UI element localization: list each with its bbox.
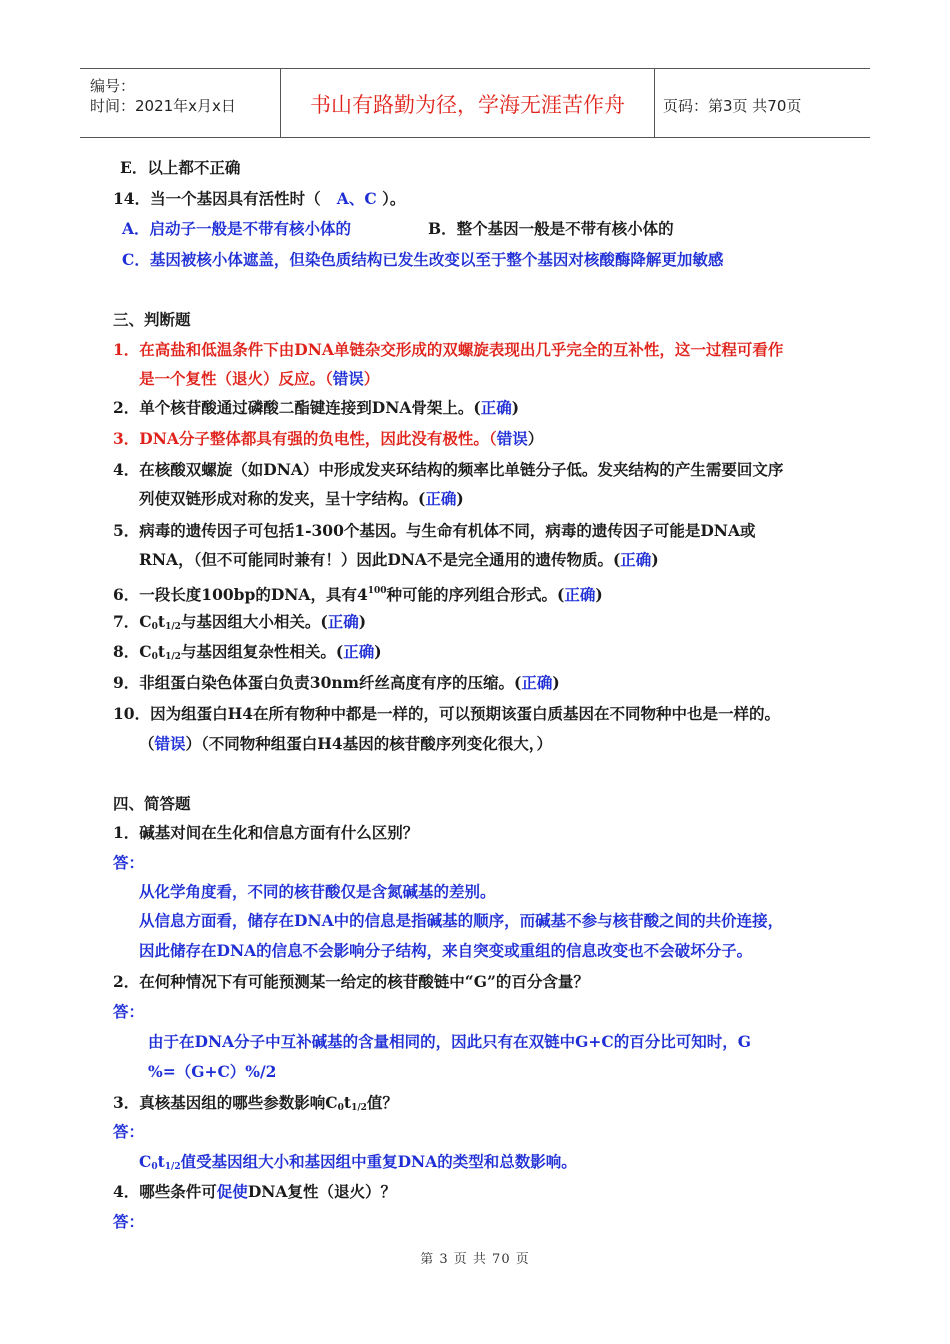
choice-b: B．整个基因一般是不带有核小体的 xyxy=(428,219,674,238)
tf-answer: 正确 xyxy=(620,550,652,569)
tf-item-text: 2．单个核苷酸通过磷酸二酯键连接到DNA骨架上。( xyxy=(113,398,481,417)
header-motto: 书山有路勤为径，学海无涯苦作舟 xyxy=(310,93,625,117)
subscript: 1/2 xyxy=(351,1103,367,1113)
header-page-cell xyxy=(655,69,870,137)
t-symbol: t xyxy=(343,1093,352,1112)
tf-answer: 正确 xyxy=(564,585,596,604)
tf-item-2 xyxy=(113,398,519,418)
tf-item-1-line-1: 1．在高盐和低温条件下由DNA单链杂交形成的双螺旋表现出几乎完全的互补性，这一过程可看作 xyxy=(113,340,784,359)
tf-item-5-line-2 xyxy=(139,550,659,570)
question-close: ）。 xyxy=(382,189,406,208)
sa-answer-2-line-1: 由于在DNA分子中互补碱基的含量相同的，因此只有在双链中G+C的百分比可知时，G xyxy=(148,1032,751,1051)
question-end: DNA复性（退火）？ xyxy=(247,1182,396,1201)
tf-item-text: 列使双链形成对称的发夹，呈十字结构。( xyxy=(139,489,426,508)
tf-item-text: 与基因组大小相关。( xyxy=(180,612,328,631)
document-header xyxy=(80,68,870,138)
tf-item-5-line-1: 5．病毒的遗传因子可包括1-300个基因。与生命有机体不同，病毒的遗传因子可能是DNA或 xyxy=(113,521,756,540)
tf-close: ) xyxy=(595,585,603,604)
answer-label: 答： xyxy=(113,1122,145,1141)
sa-question-3 xyxy=(113,1093,398,1118)
subscript: 0 xyxy=(151,1162,158,1172)
tf-close: ) xyxy=(651,550,659,569)
sa-answer-3 xyxy=(139,1152,577,1177)
t-symbol: t xyxy=(157,1152,165,1171)
tf-item-text: 与基因组复杂性相关。( xyxy=(180,642,344,661)
tf-answer: 错误 xyxy=(496,429,528,448)
tf-answer: 正确 xyxy=(521,673,553,692)
tf-answer: 正确 xyxy=(327,612,359,631)
tf-close: ） xyxy=(363,369,380,388)
tf-item-note: ）（不同物种组蛋白H4基因的核苷酸序列变化很大，） xyxy=(185,734,552,753)
t-symbol: t xyxy=(157,642,166,661)
header-page-info: 页码：第3页 共70页 xyxy=(663,97,802,115)
tf-answer: 错误 xyxy=(154,734,186,753)
subscript: 0 xyxy=(337,1103,344,1113)
section-heading-true-false: 三、判断题 xyxy=(113,310,191,329)
header-motto-cell xyxy=(281,69,655,137)
choice-c: C．基因被核小体遮盖，但染色质结构已发生改变以至于整个基因对核酸酶降解更加敏感 xyxy=(122,250,724,269)
t-symbol: t xyxy=(157,612,166,631)
answer-label: 答： xyxy=(113,1212,145,1231)
tf-item-text: 是一个复性（退火）反应。（ xyxy=(139,369,333,388)
tf-item-7 xyxy=(113,612,366,637)
sa-question-4 xyxy=(113,1182,396,1202)
exponent: 100 xyxy=(367,586,387,596)
tf-item-4-line-1: 4．在核酸双螺旋（如DNA）中形成发夹环结构的频率比单链分子低。发夹结构的产生需要回文序 xyxy=(113,460,784,479)
question-highlight: 促使 xyxy=(216,1182,248,1201)
section-heading-short-answer: 四、简答题 xyxy=(113,794,191,813)
tf-item-8 xyxy=(113,642,382,667)
tf-close: ) xyxy=(456,489,464,508)
tf-close: ） xyxy=(527,429,544,448)
tf-item-10-line-2 xyxy=(139,734,552,754)
c-symbol: C xyxy=(139,1152,152,1171)
sa-answer-1-line-2: 从信息方面看，储存在DNA中的信息是指碱基的顺序，而碱基不参与核苷酸之间的共价连接， xyxy=(139,911,784,930)
tf-answer: 错误 xyxy=(332,369,364,388)
tf-close: ) xyxy=(374,642,382,661)
question-answer: A、C xyxy=(336,189,377,208)
answer-label: 答： xyxy=(113,853,145,872)
tf-item-text: 3．DNA分子整体都具有强的负电性，因此没有极性。（ xyxy=(113,429,497,448)
tf-item-text: 9．非组蛋白染色体蛋白负责30nm纤丝高度有序的压缩。( xyxy=(113,673,522,692)
question-14 xyxy=(113,189,405,209)
tf-item-10-line-1: 10．因为组蛋白H4在所有物种中都是一样的，可以预期该蛋白质基因在不同物种中也是一样的。 xyxy=(113,704,781,723)
sa-answer-1-line-1: 从化学角度看，不同的核苷酸仅是含氮碱基的差别。 xyxy=(139,882,496,901)
page-footer: 第 3 页 共 70 页 xyxy=(420,1252,530,1267)
subscript: 1/2 xyxy=(165,622,181,632)
choice-e: E．以上都不正确 xyxy=(120,158,241,177)
choice-a: A．启动子一般是不带有核小体的 xyxy=(122,219,352,238)
tf-close: ) xyxy=(511,398,520,417)
sa-question-2: 2．在何种情况下有可能预测某一给定的核苷酸链中“G”的百分含量？ xyxy=(113,972,589,991)
answer-text: 值受基因组大小和基因组中重复DNA的类型和总数影响。 xyxy=(180,1152,577,1171)
header-meta-cell xyxy=(80,69,281,137)
tf-answer: 正确 xyxy=(480,398,512,417)
subscript: 1/2 xyxy=(165,652,181,662)
answer-label: 答： xyxy=(113,1002,145,1021)
tf-item-text: 6．一段长度100bp的DNA，具有4 xyxy=(113,585,368,604)
question-text: 4．哪些条件可 xyxy=(113,1182,217,1201)
tf-item-text-2: 种可能的序列组合形式。( xyxy=(386,585,565,604)
question-end: 值？ xyxy=(366,1093,398,1112)
sa-question-1: 1．碱基对间在生化和信息方面有什么区别？ xyxy=(113,823,419,842)
tf-item-prefix: 8．C xyxy=(113,642,152,661)
subscript: 1/2 xyxy=(164,1162,181,1172)
serial-number: 编号： xyxy=(90,77,136,95)
subscript: 0 xyxy=(151,622,158,632)
sa-answer-1-line-3: 因此储存在DNA的信息不会影响分子结构，来自突变或重组的信息改变也不会破坏分子。 xyxy=(139,941,753,960)
tf-item-9 xyxy=(113,673,560,693)
subscript: 0 xyxy=(151,652,158,662)
sa-answer-2-line-2: %=（G+C）%/2 xyxy=(148,1062,277,1081)
tf-item-prefix: 7．C xyxy=(113,612,152,631)
tf-item-6 xyxy=(113,581,603,605)
tf-close: ) xyxy=(552,673,560,692)
question-text: 3．真核基因组的哪些参数影响C xyxy=(113,1093,338,1112)
tf-close: ) xyxy=(358,612,367,631)
header-time: 时间：2021年x月x日 xyxy=(90,97,236,115)
question-number: 14． xyxy=(113,189,151,208)
tf-item-text: RNA，（但不可能同时兼有！）因此DNA不是完全通用的遗传物质。( xyxy=(139,550,621,569)
tf-item-4-line-2 xyxy=(139,489,464,509)
tf-item-1-line-2 xyxy=(139,369,379,389)
tf-open: （ xyxy=(139,734,155,753)
question-text: 当一个基因具有活性时（ xyxy=(150,189,321,208)
tf-answer: 正确 xyxy=(343,642,375,661)
tf-item-3 xyxy=(113,429,543,449)
tf-answer: 正确 xyxy=(425,489,457,508)
